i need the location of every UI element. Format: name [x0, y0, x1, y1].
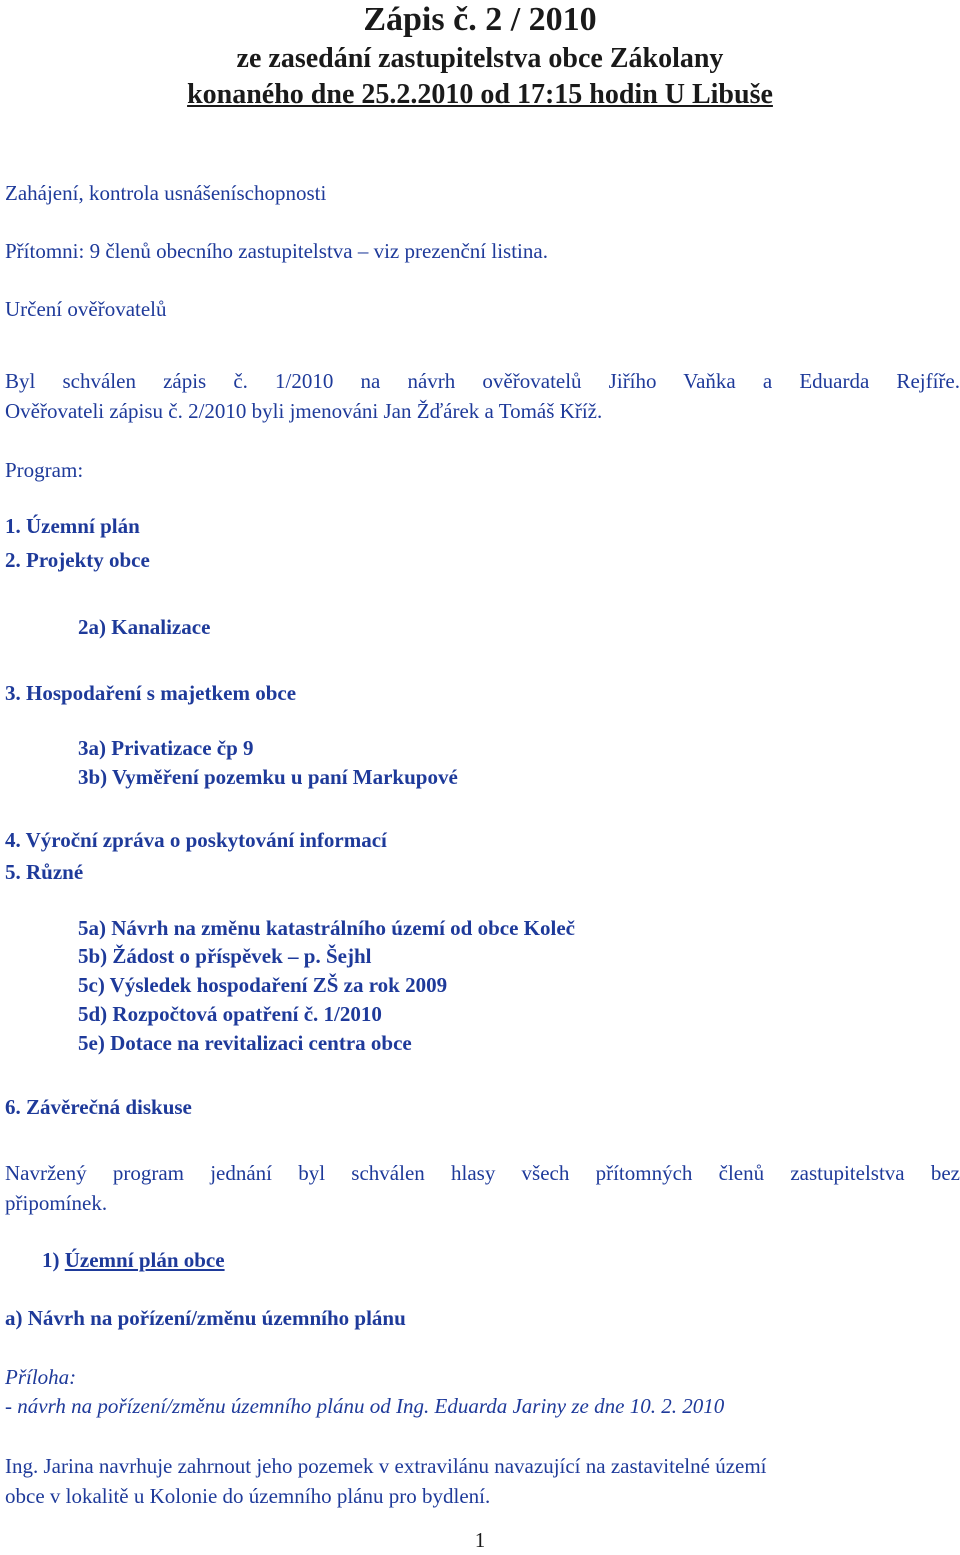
- meeting-info-text: konaného dne 25.2.2010 od 17:15 hodin U Libuše: [187, 79, 773, 110]
- program-item-4: 4. Výroční zpráva o poskytování informací: [5, 828, 387, 852]
- program-item-3a: 3a) Privatizace čp 9: [78, 736, 254, 760]
- program-item-1: 1. Územní plán: [5, 514, 140, 538]
- program-item-5: 5. Různé: [5, 860, 84, 884]
- program-item-2a: 2a) Kanalizace: [78, 615, 211, 639]
- program-approval-line-2: připomínek.: [5, 1191, 108, 1215]
- verifiers-heading: Určení ověřovatelů: [5, 297, 167, 321]
- section-1a-text-line-1: Ing. Jarina navrhuje zahrnout jeho pozemek v extravilánu navazující na zastavitelné území: [5, 1454, 767, 1478]
- verifiers-appointed-line: [5, 398, 602, 424]
- document-subtitle: ze zasedání zastupitelstva obce Zákolany: [236, 43, 724, 74]
- page-number: 1: [474, 1528, 486, 1552]
- program-approval-line-1: Navržený program jednání byl schválen hlasy všech přítomných členů zastupitelstva bez: [5, 1161, 960, 1185]
- attachment-item: - návrh na pořízení/změnu územního plánu od Ing. Eduarda Jariny ze dne 10. 2. 2010: [5, 1394, 725, 1418]
- section-1-title: Územní plán obce: [64, 1248, 225, 1272]
- section-1-heading: [42, 1247, 225, 1273]
- program-item-5d: 5d) Rozpočtová opatření č. 1/2010: [78, 1002, 382, 1026]
- attachment-label: Příloha:: [5, 1365, 77, 1389]
- program-item-5c: 5c) Výsledek hospodaření ZŠ za rok 2009: [78, 973, 448, 997]
- program-item-3: 3. Hospodaření s majetkem obce: [5, 681, 297, 705]
- section-1a-text-line-2: obce v lokalitě u Kolonie do územního plánu pro bydlení.: [5, 1484, 491, 1508]
- program-item-3b: 3b) Vyměření pozemku u paní Markupové: [78, 765, 458, 789]
- section-1-number: 1): [42, 1248, 65, 1272]
- section-1a-heading: a) Návrh na pořízení/změnu územního plánu: [5, 1306, 406, 1330]
- program-item-5a: 5a) Návrh na změnu katastrálního území od obce Koleč: [78, 916, 575, 940]
- opening-heading: Zahájení, kontrola usnášeníschopnosti: [5, 181, 327, 205]
- program-item-6: 6. Závěrečná diskuse: [5, 1095, 192, 1119]
- program-heading: Program:: [5, 458, 84, 482]
- program-item-2: 2. Projekty obce: [5, 548, 150, 572]
- attendance-line: Přítomni: 9 členů obecního zastupitelstva – viz prezenční listina.: [5, 239, 548, 263]
- program-item-5b: 5b) Žádost o příspěvek – p. Šejhl: [78, 944, 372, 968]
- meeting-info: [0, 78, 960, 112]
- verifiers-appointed-rest: 2/2010 byli jmenováni Jan Žďárek a Tomáš Kříž.: [182, 399, 603, 423]
- document-title: Zápis č. 2 / 2010: [363, 1, 597, 38]
- verifiers-approval-line: Byl schválen zápis č. 1/2010 na návrh ověřovatelů Jiřího Vaňka a Eduarda Rejfíře.: [5, 369, 960, 393]
- program-item-5e: 5e) Dotace na revitalizaci centra obce: [78, 1031, 412, 1055]
- verifiers-appointed-prefix: Ověřovateli zápisu č.: [5, 399, 183, 423]
